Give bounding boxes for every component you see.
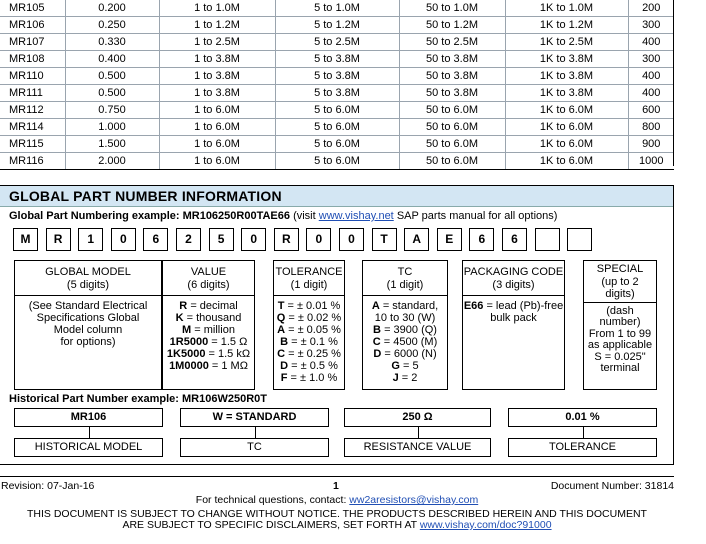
table-cell: 400 bbox=[628, 85, 674, 102]
special-title: SPECIAL bbox=[596, 263, 644, 275]
table-cell: MR112 bbox=[0, 102, 65, 119]
code-meaning: = ± 0.01 % bbox=[287, 300, 341, 312]
code-letter: 1K5000 bbox=[166, 348, 206, 360]
tc-title: TC bbox=[397, 266, 413, 278]
box-line bbox=[363, 312, 447, 324]
box-line: for options) bbox=[60, 336, 116, 348]
code-letter: M bbox=[182, 324, 192, 336]
table-cell: MR106 bbox=[0, 17, 65, 34]
table-cell: 300 bbox=[628, 51, 674, 68]
table-cell: 5 to 6.0M bbox=[275, 136, 399, 153]
code-letter: D bbox=[373, 348, 382, 360]
box-line bbox=[274, 336, 344, 348]
table-cell: 50 to 3.8M bbox=[399, 51, 505, 68]
code-meaning: = million bbox=[194, 324, 235, 336]
code-meaning: 10 to 30 (W) bbox=[374, 312, 436, 324]
code-letter: 1R5000 bbox=[169, 336, 209, 348]
box-line bbox=[163, 360, 254, 372]
table-cell: 1000 bbox=[628, 153, 674, 170]
table-cell: MR105 bbox=[0, 0, 65, 17]
code-meaning: = 1.5 kΩ bbox=[208, 348, 251, 360]
table-cell: 5 to 6.0M bbox=[275, 119, 399, 136]
part-number-char-box: M bbox=[13, 228, 38, 251]
table-cell: 1K to 3.8M bbox=[505, 51, 628, 68]
global-model-title: GLOBAL MODEL bbox=[45, 266, 131, 278]
part-number-char-box bbox=[567, 228, 592, 251]
section-heading: GLOBAL PART NUMBER INFORMATION bbox=[0, 186, 673, 207]
packaging-digits: (3 digits) bbox=[492, 278, 535, 291]
table-cell: 5 to 2.5M bbox=[275, 34, 399, 51]
box-line bbox=[274, 360, 344, 372]
table-cell: MR114 bbox=[0, 119, 65, 136]
special-digits: digits) bbox=[605, 288, 635, 300]
part-number-char-box: R bbox=[274, 228, 299, 251]
box-line bbox=[363, 300, 447, 312]
table-cell: 1K to 2.5M bbox=[505, 34, 628, 51]
box-line: terminal bbox=[600, 362, 640, 374]
table-cell: MR107 bbox=[0, 34, 65, 51]
table-cell: 5 to 1.2M bbox=[275, 17, 399, 34]
contact-line bbox=[0, 494, 674, 506]
part-number-char-box: 2 bbox=[176, 228, 201, 251]
table-cell: 1 to 3.8M bbox=[159, 85, 275, 102]
box-line bbox=[163, 324, 254, 336]
table-cell: 800 bbox=[628, 119, 674, 136]
spec-table bbox=[0, 0, 674, 170]
historical-caption-box: TC bbox=[180, 438, 329, 457]
box-line bbox=[274, 300, 344, 312]
part-number-char-box: R bbox=[46, 228, 71, 251]
code-letter: D bbox=[280, 360, 289, 372]
box-line: (dash bbox=[606, 304, 634, 317]
table-cell: 1 to 6.0M bbox=[159, 136, 275, 153]
table-cell: MR110 bbox=[0, 68, 65, 85]
table-cell: 1K to 6.0M bbox=[505, 119, 628, 136]
box-line bbox=[163, 336, 254, 348]
historical-example-label: Historical Part Number example: MR106W250R0T bbox=[9, 393, 267, 405]
table-cell: 0.500 bbox=[65, 68, 159, 85]
historical-caption-box: RESISTANCE VALUE bbox=[344, 438, 491, 457]
box-line: Model column bbox=[53, 324, 123, 336]
table-cell: 1 to 3.8M bbox=[159, 51, 275, 68]
code-letter: B bbox=[280, 336, 289, 348]
code-letter: K bbox=[175, 312, 184, 324]
table-row bbox=[0, 85, 674, 102]
box-line bbox=[363, 336, 447, 348]
code-meaning: = decimal bbox=[190, 300, 238, 312]
special-up-to: (up to 2 bbox=[601, 275, 639, 288]
code-meaning: = ± 0.1 % bbox=[291, 336, 338, 348]
tc-box bbox=[362, 260, 448, 390]
table-cell: 0.400 bbox=[65, 51, 159, 68]
box-line bbox=[363, 360, 447, 372]
table-cell: 400 bbox=[628, 68, 674, 85]
box-line bbox=[274, 312, 344, 324]
box-line bbox=[463, 300, 564, 312]
table-cell: 1 to 6.0M bbox=[159, 153, 275, 170]
table-cell: 1K to 1.2M bbox=[505, 17, 628, 34]
tolerance-digits: (1 digit) bbox=[290, 278, 328, 291]
vishay-net-link[interactable]: www.vishay.net bbox=[318, 210, 394, 222]
table-cell: MR111 bbox=[0, 85, 65, 102]
code-meaning: = 1.5 Ω bbox=[211, 336, 248, 348]
table-cell: 1K to 6.0M bbox=[505, 153, 628, 170]
box-line bbox=[163, 348, 254, 360]
table-cell: 1 to 2.5M bbox=[159, 34, 275, 51]
table-cell: 5 to 6.0M bbox=[275, 102, 399, 119]
table-cell: 1 to 1.2M bbox=[159, 17, 275, 34]
historical-value-box: MR106 bbox=[14, 408, 163, 427]
table-right-border bbox=[673, 0, 674, 166]
box-line: number) bbox=[599, 316, 641, 328]
code-meaning: = thousand bbox=[186, 312, 242, 324]
table-cell: 300 bbox=[628, 17, 674, 34]
table-cell: 1K to 3.8M bbox=[505, 68, 628, 85]
tc-digits: (1 digit) bbox=[386, 278, 424, 291]
table-cell: 2.000 bbox=[65, 153, 159, 170]
connector-line bbox=[89, 427, 90, 438]
box-line bbox=[274, 324, 344, 336]
table-cell: 5 to 1.0M bbox=[275, 0, 399, 17]
code-meaning: = standard, bbox=[382, 300, 439, 312]
global-part-number-section bbox=[0, 185, 674, 465]
table-cell: 5 to 3.8M bbox=[275, 85, 399, 102]
code-meaning: = lead (Pb)-free bbox=[486, 300, 564, 312]
value-title: VALUE bbox=[190, 266, 227, 278]
box-line: Specifications Global bbox=[36, 312, 140, 324]
code-meaning: = 1 MΩ bbox=[211, 360, 248, 372]
notice-text: ARE SUBJECT TO SPECIFIC DISCLAIMERS, SET FORTH AT bbox=[122, 519, 417, 531]
table-cell: MR115 bbox=[0, 136, 65, 153]
connector-line bbox=[255, 427, 256, 438]
table-cell: 50 to 1.2M bbox=[399, 17, 505, 34]
notice-line-1: THIS DOCUMENT IS SUBJECT TO CHANGE WITHOUT NOTICE. THE PRODUCTS DESCRIBED HEREIN AND THIS DOCUMENT bbox=[27, 508, 647, 520]
box-line bbox=[274, 348, 344, 360]
global-model-digits: (5 digits) bbox=[66, 278, 110, 291]
code-letter: R bbox=[179, 300, 188, 312]
table-row bbox=[0, 34, 674, 51]
part-number-char-box: 0 bbox=[241, 228, 266, 251]
table-cell: 50 to 3.8M bbox=[399, 68, 505, 85]
global-model-body bbox=[15, 300, 161, 348]
table-cell: 1 to 6.0M bbox=[159, 119, 275, 136]
code-meaning: bulk pack bbox=[490, 312, 537, 324]
table-cell: 1.000 bbox=[65, 119, 159, 136]
part-number-char-box: 0 bbox=[111, 228, 136, 251]
code-meaning: = 3900 (Q) bbox=[384, 324, 437, 336]
box-line: as applicable bbox=[587, 339, 653, 351]
table-cell: 50 to 6.0M bbox=[399, 136, 505, 153]
page-number: 1 bbox=[333, 480, 339, 492]
special-body bbox=[584, 306, 656, 375]
table-cell: 50 to 1.0M bbox=[399, 0, 505, 17]
part-number-char-box: T bbox=[372, 228, 397, 251]
code-meaning: = ± 0.5 % bbox=[291, 360, 338, 372]
table-cell: 5 to 3.8M bbox=[275, 51, 399, 68]
notice-line-2 bbox=[0, 519, 674, 531]
code-letter: T bbox=[277, 300, 285, 312]
code-letter: G bbox=[391, 360, 400, 372]
code-meaning: = 6000 (N) bbox=[384, 348, 437, 360]
code-meaning: = 5 bbox=[403, 360, 419, 372]
box-line bbox=[363, 324, 447, 336]
example-visit-text: (visit bbox=[293, 210, 316, 222]
code-meaning: = ± 0.02 % bbox=[288, 312, 342, 324]
table-cell: 900 bbox=[628, 136, 674, 153]
box-line bbox=[163, 300, 254, 312]
code-letter: C bbox=[277, 348, 286, 360]
table-cell: 50 to 2.5M bbox=[399, 34, 505, 51]
box-line: (See Standard Electrical bbox=[28, 300, 148, 312]
part-number-char-box: 6 bbox=[469, 228, 494, 251]
code-letter: A bbox=[371, 300, 380, 312]
special-box bbox=[583, 260, 657, 390]
table-cell: 1 to 3.8M bbox=[159, 68, 275, 85]
packaging-body bbox=[463, 300, 564, 324]
disclaimer-link[interactable]: www.vishay.com/doc?91000 bbox=[419, 519, 552, 531]
part-number-char-box: E bbox=[437, 228, 462, 251]
global-example-line bbox=[9, 210, 557, 222]
part-number-char-box: 0 bbox=[306, 228, 331, 251]
table-cell: 0.200 bbox=[65, 0, 159, 17]
table-cell: 400 bbox=[628, 34, 674, 51]
table-cell: 1K to 3.8M bbox=[505, 85, 628, 102]
code-letter: 1M0000 bbox=[169, 360, 209, 372]
table-row bbox=[0, 17, 674, 34]
part-number-char-box: 6 bbox=[502, 228, 527, 251]
table-cell: 0.250 bbox=[65, 17, 159, 34]
part-number-char-box bbox=[535, 228, 560, 251]
part-number-char-box: 1 bbox=[78, 228, 103, 251]
table-cell: 50 to 6.0M bbox=[399, 153, 505, 170]
connector-line bbox=[418, 427, 419, 438]
historical-value-box: 250 Ω bbox=[344, 408, 491, 427]
table-row bbox=[0, 136, 674, 153]
table-cell: MR116 bbox=[0, 153, 65, 170]
code-letter: Q bbox=[276, 312, 286, 324]
table-row bbox=[0, 119, 674, 136]
table-cell: 0.750 bbox=[65, 102, 159, 119]
table-cell: 1K to 1.0M bbox=[505, 0, 628, 17]
table-cell: MR108 bbox=[0, 51, 65, 68]
table-cell: 1K to 6.0M bbox=[505, 102, 628, 119]
table-cell: 50 to 3.8M bbox=[399, 85, 505, 102]
code-letter: J bbox=[392, 372, 399, 384]
box-line bbox=[363, 372, 447, 384]
box-line bbox=[163, 312, 254, 324]
code-letter: C bbox=[372, 336, 381, 348]
table-cell: 0.500 bbox=[65, 85, 159, 102]
packaging-title: PACKAGING CODE bbox=[463, 266, 564, 278]
table-cell: 1 to 6.0M bbox=[159, 102, 275, 119]
table-cell: 50 to 6.0M bbox=[399, 102, 505, 119]
part-number-char-box: 6 bbox=[143, 228, 168, 251]
code-letter: A bbox=[277, 324, 286, 336]
revision-date: Revision: 07-Jan-16 bbox=[1, 480, 95, 492]
value-digits: (6 digits) bbox=[187, 278, 230, 291]
connector-line bbox=[583, 427, 584, 438]
global-example-label: Global Part Numbering example: MR106250R00TAE66 bbox=[9, 210, 291, 222]
code-meaning: = ± 1.0 % bbox=[290, 372, 338, 384]
table-row bbox=[0, 51, 674, 68]
tolerance-body bbox=[274, 300, 344, 384]
code-meaning: = ± 0.05 % bbox=[288, 324, 341, 336]
table-cell: 5 to 3.8M bbox=[275, 68, 399, 85]
box-line: From 1 to 99 bbox=[588, 327, 652, 340]
tolerance-box bbox=[273, 260, 345, 390]
table-cell: 0.330 bbox=[65, 34, 159, 51]
packaging-code-box bbox=[462, 260, 565, 390]
part-number-char-box: 0 bbox=[339, 228, 364, 251]
table-cell: 1K to 6.0M bbox=[505, 136, 628, 153]
code-meaning: = 4500 (M) bbox=[383, 336, 438, 348]
historical-caption-box: TOLERANCE bbox=[508, 438, 657, 457]
part-number-char-box: 5 bbox=[209, 228, 234, 251]
tolerance-title: TOLERANCE bbox=[275, 266, 343, 278]
code-letter: B bbox=[373, 324, 381, 336]
historical-caption-box: HISTORICAL MODEL bbox=[14, 438, 163, 457]
contact-email-link[interactable]: ww2aresistors@vishay.com bbox=[349, 494, 479, 506]
table-cell: 50 to 6.0M bbox=[399, 119, 505, 136]
table-cell: 200 bbox=[628, 0, 674, 17]
code-meaning: = 2 bbox=[401, 372, 418, 384]
page-footer bbox=[0, 476, 674, 544]
tc-body bbox=[363, 300, 447, 384]
code-meaning: = ± 0.25 % bbox=[288, 348, 341, 360]
table-cell: 1.500 bbox=[65, 136, 159, 153]
table-cell: 600 bbox=[628, 102, 674, 119]
box-line bbox=[463, 312, 564, 324]
table-cell: 1 to 1.0M bbox=[159, 0, 275, 17]
table-row bbox=[0, 68, 674, 85]
value-box bbox=[162, 260, 255, 390]
historical-value-box: 0.01 % bbox=[508, 408, 657, 427]
table-row bbox=[0, 102, 674, 119]
historical-value-box: W = STANDARD bbox=[180, 408, 329, 427]
code-letter: F bbox=[280, 372, 288, 384]
table-row bbox=[0, 153, 674, 170]
example-tail-text: SAP parts manual for all options) bbox=[396, 210, 558, 222]
global-model-box bbox=[14, 260, 162, 390]
box-line bbox=[274, 372, 344, 384]
table-cell: 5 to 6.0M bbox=[275, 153, 399, 170]
document-number: Document Number: 31814 bbox=[550, 480, 674, 492]
code-letter: E66 bbox=[463, 300, 484, 312]
box-line bbox=[363, 348, 447, 360]
part-number-char-box: A bbox=[404, 228, 429, 251]
table-row bbox=[0, 0, 674, 17]
value-body bbox=[163, 300, 254, 372]
box-line: S = 0.025" bbox=[594, 350, 646, 363]
contact-text: For technical questions, contact: bbox=[195, 494, 347, 506]
